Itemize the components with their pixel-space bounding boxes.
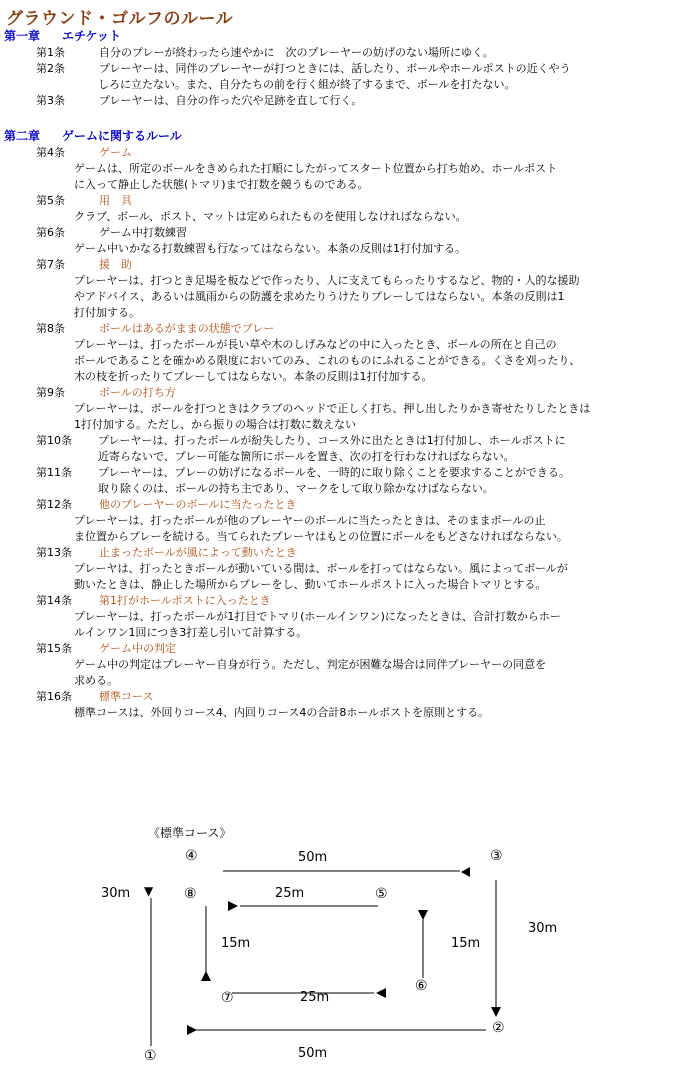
article-heading xyxy=(36,545,297,561)
article-text-line: ゲーム中の判定はプレーヤー自身が行う。ただし、判定が困難な場合は同伴プレーヤーの同意を xyxy=(74,658,547,671)
article-text-line: 自分のプレーが終わったら速やかに 次のプレーヤーの妨げのない場所にゆく。 xyxy=(99,46,494,59)
article-row xyxy=(36,93,362,109)
article-text-line: クラブ、ボール、ポスト、マットは定められたものを使用しなければならない。 xyxy=(74,210,467,223)
article-number: 第5条 xyxy=(36,194,65,207)
article-number: 第1条 xyxy=(36,46,65,59)
label-inner-top: 25m xyxy=(275,886,305,901)
article-text-line: ゲームは、所定のボールをきめられた打順にしたがってスタート位置から打ち始め、ホールポスト xyxy=(74,162,558,175)
post-8: ⑧ xyxy=(184,886,197,902)
article-text-line: プレーヤーは、打ったボールが紛失したり、コース外に出たときは1打付加し、ホールポストに xyxy=(98,434,566,447)
article-text-line: プレーヤは、打ったときボールが動いている間は、ボールを打ってはならない。風によってボールが xyxy=(74,562,568,575)
article-number: 第15条 xyxy=(36,642,72,655)
article-heading xyxy=(36,497,296,513)
article-text-line: 取り除くのは、ボールの持ち主であり、マークをして取り除かなけばならない。 xyxy=(98,482,494,495)
post-4: ④ xyxy=(185,848,198,864)
article-heading xyxy=(36,689,153,705)
article-text-line: 木の枝を折ったりてプレーしてはならない。本条の反則は1打付加する。 xyxy=(74,370,433,383)
article-heading xyxy=(36,641,176,657)
article-heading xyxy=(36,145,132,161)
article-title: ボールの打ち方 xyxy=(99,386,176,399)
post-2: ② xyxy=(492,1020,505,1036)
article-text-line: ゲーム中いかなる打数練習も行なってはならない。本条の反則は1打付加する。 xyxy=(74,242,466,255)
article-row xyxy=(36,45,494,61)
chapter-title: エチケット xyxy=(62,29,121,43)
arrow-down-left-icon: ▼ xyxy=(144,884,154,898)
article-number: 第4条 xyxy=(36,146,65,159)
article-text-line: 打付加する。 xyxy=(74,306,140,319)
article-number: 第11条 xyxy=(36,466,72,479)
article-title: 用 具 xyxy=(99,194,132,207)
article-number: 第16条 xyxy=(36,690,72,703)
arrow-left-top xyxy=(461,867,470,877)
article-text-line: プレーヤーは、打ったボールが1打目でトマリ(ホールインワン)になったときは、合計打数からホー xyxy=(74,610,561,623)
article-text-line: プレーヤーは、ボールを打つときはクラブのヘッドで正しく打ち、押し出したりかき寄せたりしたときは xyxy=(74,402,591,415)
article-number: 第9条 xyxy=(36,386,65,399)
arrow-right-inner-top xyxy=(228,901,238,911)
arrow-down-inner-right xyxy=(418,910,428,920)
article-title: ボールはあるがままの状態でプレー xyxy=(99,322,275,335)
post-3: ③ xyxy=(490,848,503,864)
article-number: 第10条 xyxy=(36,434,72,447)
chapter-label: 第二章 xyxy=(4,129,41,143)
label-outer-bottom: 50m xyxy=(298,1046,328,1061)
article-row xyxy=(36,61,571,77)
article-title: 援 助 xyxy=(99,258,132,271)
arrow-up-inner-left xyxy=(201,971,211,981)
article-text-line: プレーヤーは、プレーの妨げになるボールを、一時的に取り除くことを要求することができる。 xyxy=(98,466,570,479)
article-text-line: 1打付加する。ただし、から振りの場合は打数に数えない xyxy=(74,418,356,431)
article-title: 標準コース xyxy=(99,690,154,703)
post-5: ⑤ xyxy=(375,886,388,902)
article-text-line: に入って静止した状態(トマリ)まで打数を競うものである。 xyxy=(74,178,369,191)
chapter-heading xyxy=(4,127,182,144)
label-outer-right: 30m xyxy=(528,921,558,936)
article-text-line: ボールであることを確かめる限度においてのみ、これのものにふれることができる。くさを刈ったり、 xyxy=(74,354,581,367)
article-heading xyxy=(36,593,271,609)
diagram-caption: 《標準コース》 xyxy=(148,826,232,840)
article-text-line: ま位置からプレーを続ける。当てられたプレーヤはもとの位置にボールをもどさなければならない。 xyxy=(74,530,568,543)
page-title: グラウンド・ゴルフのルール xyxy=(6,9,234,29)
chapter-heading xyxy=(4,27,121,44)
article-text-line: プレーヤーは、打ったボールが長い草や木のしげみなどの中に入ったとき、ボールの所在と自己の xyxy=(74,338,557,351)
article-text-line: 求める。 xyxy=(74,674,118,687)
article-number: 第6条 xyxy=(36,226,65,239)
article-row xyxy=(36,433,566,449)
article-title: 止まったボールが風によって動いたとき xyxy=(99,546,297,559)
article-title: ゲーム xyxy=(99,146,132,159)
article-row xyxy=(36,465,570,481)
post-6: ⑥ xyxy=(415,978,428,994)
article-heading xyxy=(36,193,132,209)
article-text-line: プレーヤーは、打つとき足場を板などで作ったり、人に支えてもらったりするなど、物的・人的な援助 xyxy=(74,274,580,287)
article-text-line: 近寄らないで、プレー可能な箇所にボールを置き、次の打を行わなければならない。 xyxy=(98,450,515,463)
article-text-line: プレーヤーは、自分の作った穴や足跡を直して行く。 xyxy=(99,94,363,107)
article-number: 第12条 xyxy=(36,498,72,511)
article-text-line: プレーヤーは、同伴のプレーヤーが打つときには、話したり、ボールやホールポストの近くやう xyxy=(99,62,571,75)
article-title: ゲーム中の判定 xyxy=(99,642,176,655)
article-number: 第13条 xyxy=(36,546,72,559)
course-lines xyxy=(0,818,683,1068)
label-outer-left: 30m xyxy=(101,886,131,901)
arrow-down-right xyxy=(491,1007,501,1017)
standard-course-diagram xyxy=(0,818,683,1068)
article-text-line: プレーヤーは、打ったボールが他のプレーヤーのボールに当たったときは、そのままボールの止 xyxy=(74,514,546,527)
label-inner-left: 15m xyxy=(221,936,251,951)
article-title: 第1打がホールポストに入ったとき xyxy=(99,594,271,607)
arrow-left-inner-bottom xyxy=(376,988,386,998)
article-heading xyxy=(36,385,176,401)
article-title: 他のプレーヤーのボールに当たったとき xyxy=(99,498,297,511)
post-7: ⑦ xyxy=(221,990,234,1006)
article-number: 第3条 xyxy=(36,94,65,107)
article-number: 第7条 xyxy=(36,258,65,271)
article-heading xyxy=(36,257,132,273)
article-title: ゲーム中打数練習 xyxy=(99,226,187,239)
chapter-title: ゲームに関するルール xyxy=(62,129,182,143)
chapter-label: 第一章 xyxy=(4,29,41,43)
article-text-line: やアドバイス、あるいは風雨からの防護を求めたりうけたりプレーしてはならない。本条の反則は1 xyxy=(74,290,565,303)
article-text-line: 動いたときは、静止した場所からプレーをし、動いてホールポストに入った場合トマリとする。 xyxy=(74,578,547,591)
label-inner-bottom: 25m xyxy=(300,990,330,1005)
label-outer-top: 50m xyxy=(298,850,328,865)
article-text-line: ルインワン1回につき3打差し引いて計算する。 xyxy=(74,626,308,639)
article-number: 第2条 xyxy=(36,62,65,75)
article-text-line: しろに立たない。また、自分たちの前を行く組が終了するまで、ボールを打たない。 xyxy=(98,78,516,91)
post-1: ① xyxy=(144,1048,157,1064)
article-number: 第14条 xyxy=(36,594,72,607)
article-heading xyxy=(36,321,274,337)
article-text-line: 標準コースは、外回りコース4、内回りコース4の合計8ホールポストを原則とする。 xyxy=(74,706,490,719)
label-inner-right: 15m xyxy=(451,936,481,951)
article-number: 第8条 xyxy=(36,322,65,335)
arrow-right-bottom xyxy=(187,1025,197,1035)
article-heading xyxy=(36,225,187,241)
